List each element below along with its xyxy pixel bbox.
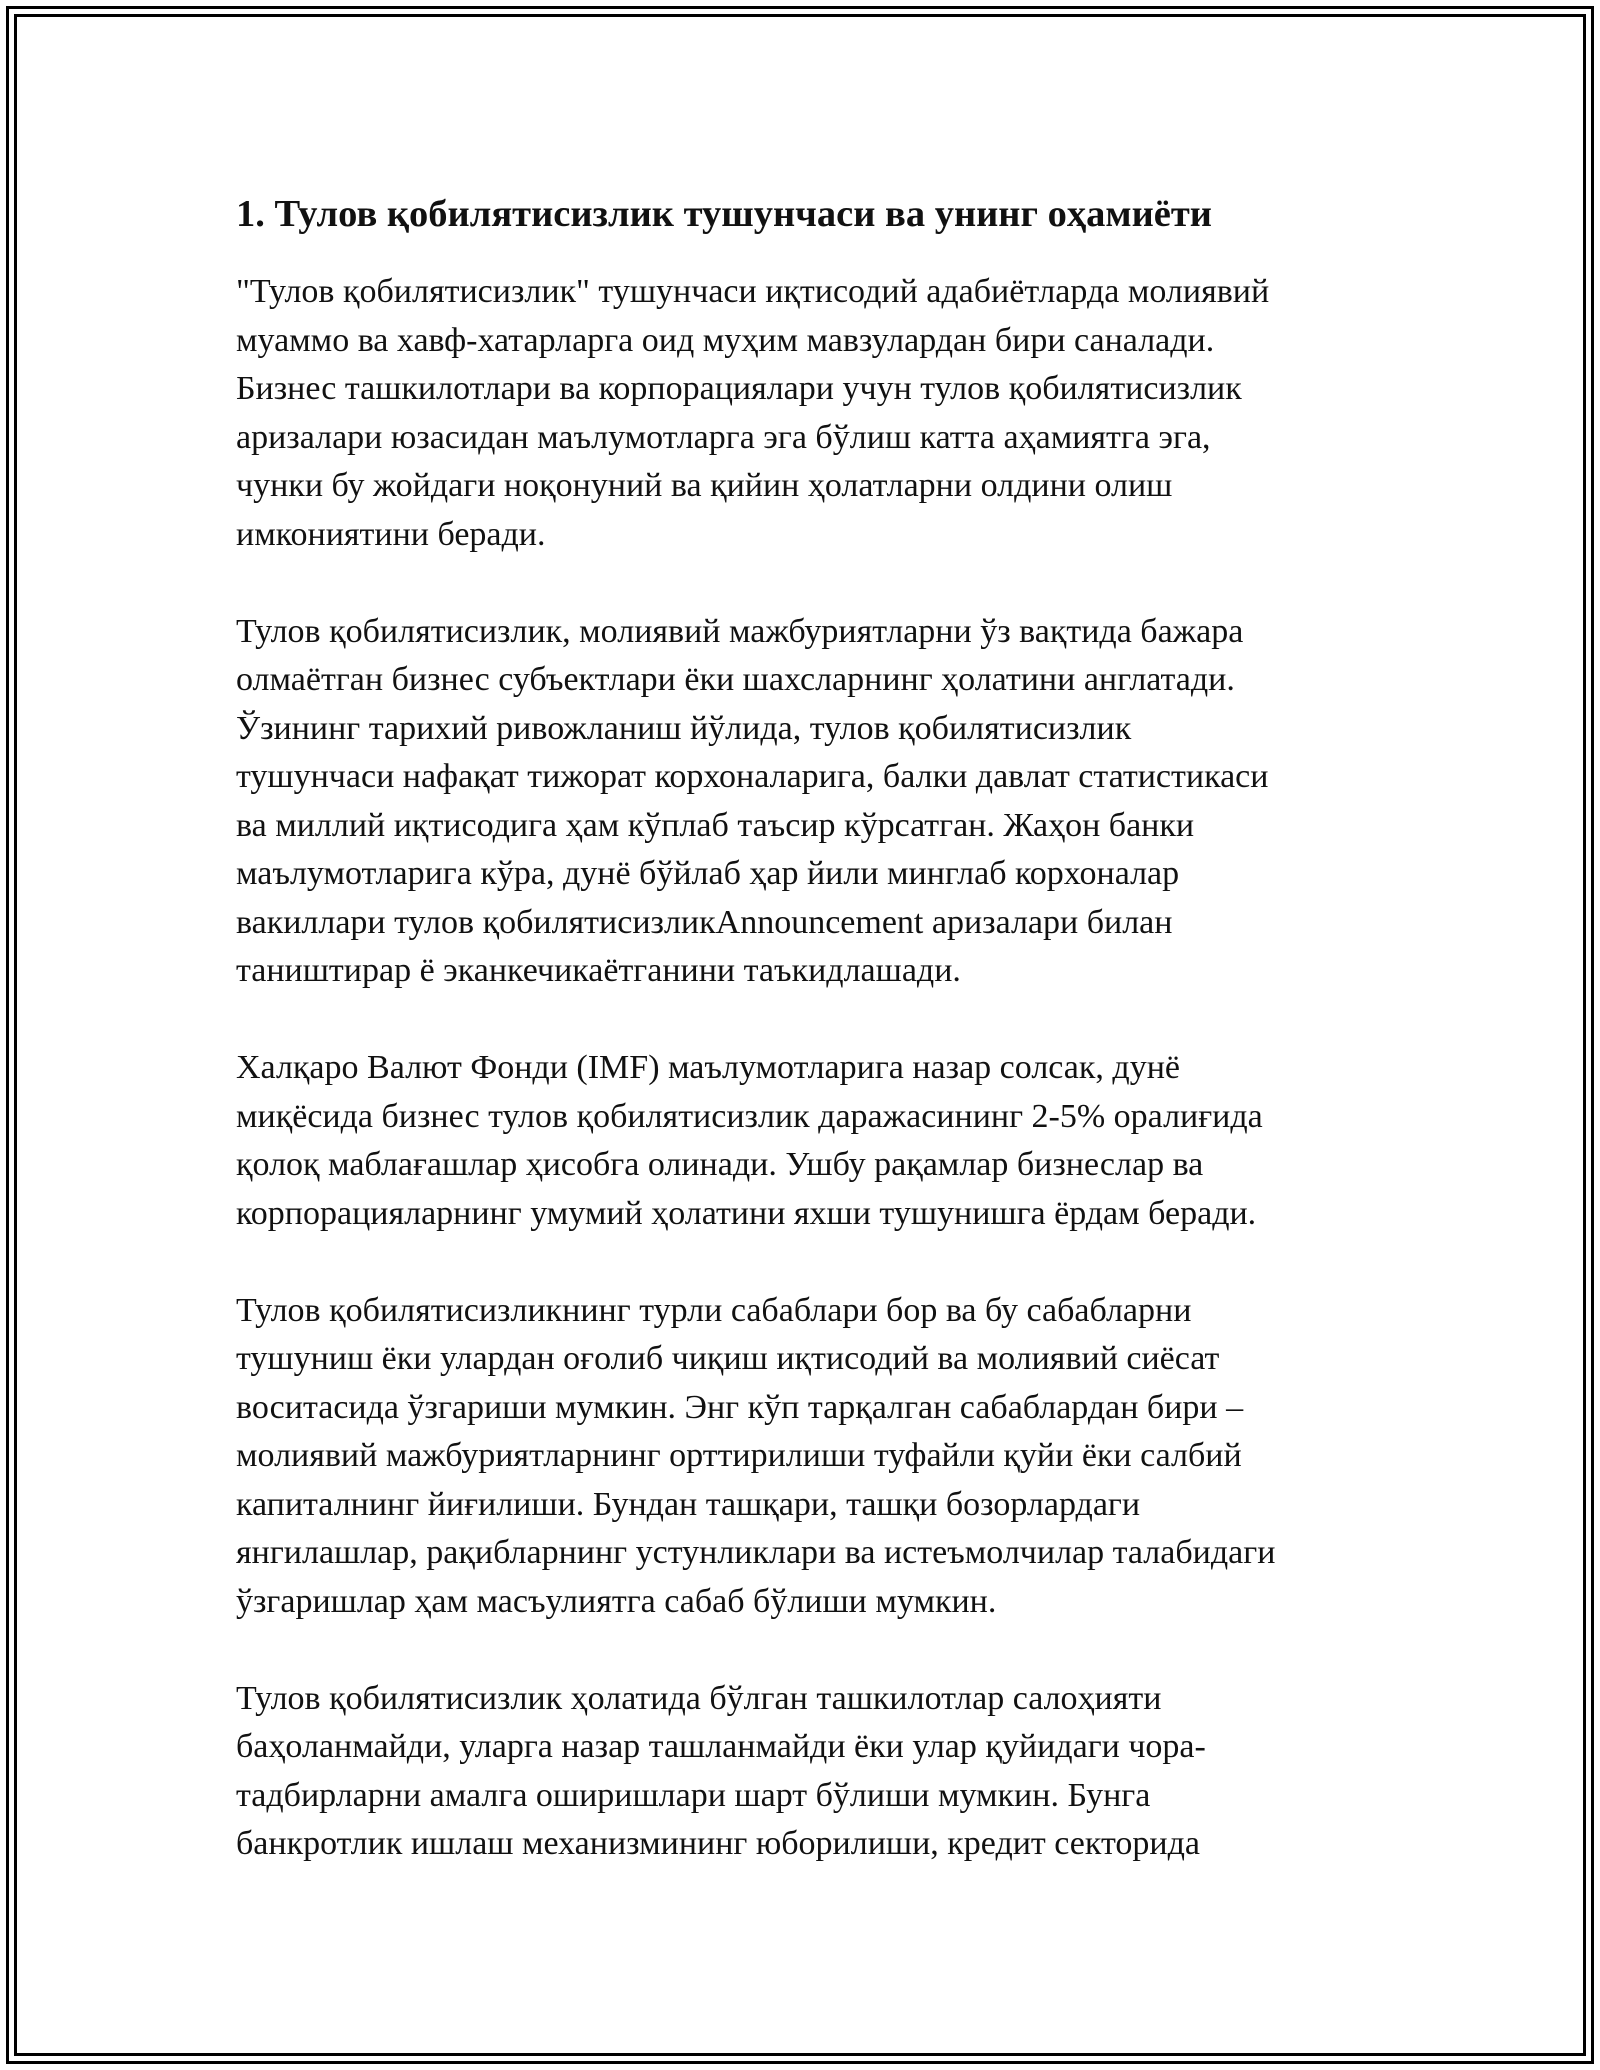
text-line: тадбирларни амалга оширишлари шарт бўлиши мумкин. Бунга [236, 1776, 1151, 1814]
document-body [236, 186, 1376, 1917]
text-line: Тулов қобилятисизликнинг турли сабаблари бор ва бу сабабларни [236, 1291, 1192, 1329]
text-line: Тулов қобилятисизлик, молиявий мажбуриятларни ўз вақтида бажара [236, 612, 1244, 650]
paragraph-3 [236, 1044, 1376, 1238]
text-line: миқёсида бизнес тулов қобилятисизлик даражасининг 2-5% оралиғида [236, 1097, 1263, 1135]
text-line: банкротлик ишлаш механизмининг юборилиши, кредит секторида [236, 1825, 1200, 1862]
text-line: чунки бу жойдаги ноқонуний ва қийин ҳолатларни олдини олиш [236, 467, 1173, 504]
text-line: муаммо ва хавф-хатарларга оид муҳим мавзулардан бири саналади. [236, 321, 1215, 359]
text-line: "Тулов қобилятисизлик" тушунчаси иқтисодий адабиётларда молиявий [236, 273, 1270, 310]
text-line: қолоқ маблағашлар ҳисобга олинади. Ушбу рақамлар бизнеслар ва [236, 1146, 1204, 1183]
text-line: Бизнес ташкилотлари ва корпорациялари учун тулов қобилятисизлик [236, 370, 1242, 407]
section-heading: 1. Тулов қобилятисизлик тушунчаси ва унинг оҳамиёти [236, 193, 1212, 235]
text-line: тушунчаси нафақат тижорат корхоналарига, балки давлат статистикаси [236, 758, 1269, 795]
text-line: аризалари юзасидан маълумотларга эга бўлиш катта аҳамиятга эга, [236, 418, 1211, 456]
text-line: ва миллий иқтисодига ҳам кўплаб таъсир кўрсатган. Жаҳон банки [236, 806, 1195, 844]
text-line: корпорацияларнинг умумий ҳолатини яхши тушунишга ёрдам беради. [236, 1194, 1257, 1232]
text-line: Халқаро Валют Фонди (IMF) маълумотларига назар солсак, дунё [236, 1049, 1180, 1086]
paragraph-2 [236, 608, 1376, 996]
text-line: вакиллари тулов қобилятисизликAnnouncement аризалари билан [236, 903, 1173, 941]
text-line: Тулов қобилятисизлик ҳолатида бўлган ташкилотлар салоҳияти [236, 1679, 1162, 1717]
text-line: тушуниш ёки улардан оғолиб чиқиш иқтисодий ва молиявий сиёсат [236, 1340, 1220, 1377]
text-line: олмаётган бизнес субъектлари ёки шахсларнинг ҳолатини англатади. [236, 661, 1235, 698]
text-line: молиявий мажбуриятларнинг орттирилиши туфайли қуйи ёки салбий [236, 1437, 1242, 1474]
text-line: капиталнинг йиғилиши. Бундан ташқари, ташқи бозорлардаги [236, 1485, 1141, 1523]
text-line: воситасида ўзгариши мумкин. Энг кўп тарқалган сабаблардан бири – [236, 1388, 1244, 1426]
text-line: маълумотларига кўра, дунё бўйлаб ҳар йили минглаб корхоналар [236, 855, 1180, 892]
text-line: ўзгаришлар ҳам масъулиятга сабаб бўлиши мумкин. [236, 1582, 997, 1620]
text-line: имкониятини беради. [236, 515, 546, 553]
text-line: янгилашлар, рақибларнинг устунликлари ва истеъмолчилар талабидаги [236, 1534, 1276, 1571]
paragraph-4 [236, 1287, 1376, 1627]
text-line: Ўзининг тарихий ривожланиш йўлида, тулов қобилятисизлик [236, 709, 1132, 747]
text-line: таништирар ё эканкечикаётганини таъкидлашади. [236, 952, 961, 989]
paragraph-1 [236, 268, 1376, 559]
text-line: баҳоланмайди, уларга назар ташланмайди ёки улар қуйидаги чора- [236, 1728, 1206, 1765]
paragraph-5 [236, 1675, 1376, 1869]
